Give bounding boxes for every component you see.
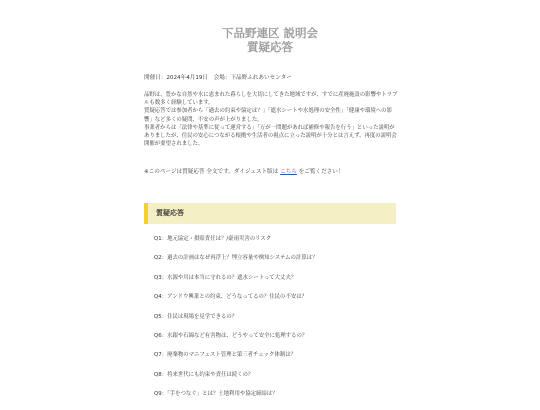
- question-item[interactable]: Q2：過去の計画はなぜ再浮上？埋立容量や検知システムの計算は？: [154, 255, 318, 262]
- intro-paragraph: 事業者からは「法律や基準に従って運営する」「万が一問題があれば補修や報告を行う」といった説明がありましたが、住民の安心につながる根拠や生活者の視点に立った説明が十分とは言えず、再度の説明会開催が要望されました。: [144, 124, 397, 148]
- question-item[interactable]: Q1：地元協定・損賠責任は？/豪雨災害のリスク: [154, 236, 272, 242]
- question-item[interactable]: Q7：廃棄物のマニフェスト管理と第三者チェック体制は？: [154, 352, 297, 359]
- digest-link[interactable]: こちら: [280, 169, 297, 175]
- question-item[interactable]: Q3：水源や川は本当に守れるの？遮水シートって大丈夫？: [154, 274, 297, 281]
- section-heading-bar: [144, 203, 396, 224]
- question-item[interactable]: Q8：将来世代にも約束や責任は続くの？: [154, 371, 254, 378]
- digest-note-prefix: ※このページは質疑応答 全文です。ダイジェスト版は: [144, 169, 279, 175]
- page-title-line-2: 質疑応答: [247, 40, 293, 54]
- section-heading: 質疑応答: [156, 209, 184, 217]
- question-list: [154, 235, 394, 410]
- question-item[interactable]: Q9：「手をつなぐ」とは？土地利用や協定締結は？: [154, 391, 278, 398]
- page-title: [0, 26, 540, 54]
- intro-paragraph: 品野は、豊かな自然や水に恵まれた暮らしを大切にしてきた地域ですが、すでに産廃施設の影響やトラブルも数多く経験しています。: [144, 92, 398, 107]
- intro-text: [144, 91, 400, 148]
- page-title-line-1: 下品野連区 説明会: [221, 26, 318, 40]
- event-meta: 開催日：2024年4月19日 会場：下品野ふれあいセンター: [144, 75, 292, 81]
- question-item[interactable]: Q5：住民は現場を見学できるの？: [154, 313, 238, 320]
- question-item[interactable]: Q4：アンドウ興業との約束、どうなってるの？住民の不安は？: [154, 294, 308, 301]
- digest-note: [144, 168, 400, 176]
- digest-note-suffix: をご覧ください！: [298, 169, 344, 175]
- intro-paragraph: 質疑応答では参加者から「過去の約束や協定は？」「遮水シートや水処理の安全性」「健康や環境への影響」など多くの疑問、不安の声が上がりました。: [144, 108, 392, 123]
- question-item[interactable]: Q6：水銀や石綿など有害物は、どうやって安全に処理するの？: [154, 332, 308, 339]
